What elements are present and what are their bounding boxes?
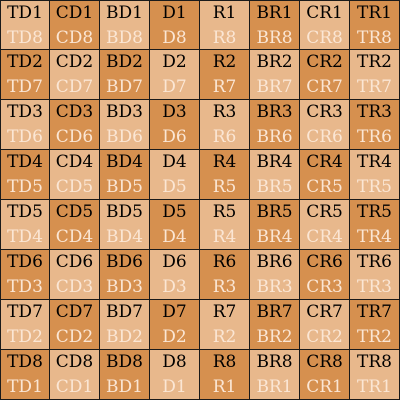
square-label-top: R4 xyxy=(212,152,237,172)
board-square[interactable] xyxy=(150,50,200,100)
square-label-bottom: TR8 xyxy=(357,28,392,48)
square-label-top: D4 xyxy=(162,152,187,172)
square-label-bottom: TR1 xyxy=(357,377,392,397)
board-square[interactable] xyxy=(0,100,50,150)
square-label-bottom: CR5 xyxy=(306,177,343,197)
board-square[interactable] xyxy=(350,300,400,350)
board-square[interactable] xyxy=(50,300,100,350)
square-label-top: R5 xyxy=(212,202,237,222)
board-square[interactable] xyxy=(350,350,400,400)
board-square[interactable] xyxy=(200,50,250,100)
square-label-top: BR5 xyxy=(256,202,293,222)
board-square[interactable] xyxy=(0,150,50,200)
square-label-bottom: TR7 xyxy=(357,77,392,97)
square-label-bottom: TR3 xyxy=(357,277,392,297)
square-label-bottom: R5 xyxy=(212,177,237,197)
square-label-bottom: TR6 xyxy=(357,127,392,147)
square-label-bottom: CD7 xyxy=(55,77,94,97)
square-label-bottom: D6 xyxy=(162,127,187,147)
board-square[interactable] xyxy=(250,50,300,100)
board-square[interactable] xyxy=(350,150,400,200)
square-label-bottom: CD5 xyxy=(55,177,94,197)
square-label-top: CR3 xyxy=(306,102,343,122)
board-square[interactable] xyxy=(100,50,150,100)
square-label-bottom: BR6 xyxy=(256,127,293,147)
square-label-top: CD8 xyxy=(55,352,94,372)
board-square[interactable] xyxy=(50,250,100,300)
square-label-top: BR3 xyxy=(256,102,293,122)
board-square[interactable] xyxy=(0,0,50,50)
square-label-top: BD3 xyxy=(106,102,143,122)
square-label-top: BR8 xyxy=(256,352,293,372)
board-square[interactable] xyxy=(300,150,350,200)
square-label-top: D6 xyxy=(162,252,187,272)
board-square[interactable] xyxy=(0,300,50,350)
board-square[interactable] xyxy=(300,350,350,400)
square-label-top: CR5 xyxy=(306,202,343,222)
square-label-top: TD5 xyxy=(7,202,43,222)
board-square[interactable] xyxy=(250,200,300,250)
board-square[interactable] xyxy=(200,300,250,350)
board-square[interactable] xyxy=(100,350,150,400)
square-label-top: R7 xyxy=(212,302,237,322)
board-square[interactable] xyxy=(250,150,300,200)
square-label-top: TD8 xyxy=(7,352,43,372)
square-label-bottom: BR1 xyxy=(256,377,293,397)
board-square[interactable] xyxy=(0,200,50,250)
square-label-bottom: CD3 xyxy=(55,277,94,297)
square-label-top: CR6 xyxy=(306,252,343,272)
board-square[interactable] xyxy=(100,300,150,350)
square-label-top: CD6 xyxy=(55,252,94,272)
square-label-bottom: CR7 xyxy=(306,77,343,97)
board-square[interactable] xyxy=(50,50,100,100)
square-label-top: BR7 xyxy=(256,302,293,322)
board-square[interactable] xyxy=(350,100,400,150)
board-square[interactable] xyxy=(200,100,250,150)
square-label-top: CD7 xyxy=(55,302,94,322)
board-square[interactable] xyxy=(300,250,350,300)
board-square[interactable] xyxy=(50,150,100,200)
square-label-top: BR1 xyxy=(256,3,293,23)
square-label-bottom: TR2 xyxy=(357,327,392,347)
square-label-bottom: R1 xyxy=(212,377,237,397)
square-label-top: CR2 xyxy=(306,52,343,72)
board-square[interactable] xyxy=(150,200,200,250)
square-label-bottom: TR4 xyxy=(357,227,392,247)
square-label-bottom: BD1 xyxy=(106,377,143,397)
square-label-bottom: CR8 xyxy=(306,28,343,48)
square-label-bottom: CR3 xyxy=(306,277,343,297)
board-square[interactable] xyxy=(200,350,250,400)
board-square[interactable] xyxy=(150,0,200,50)
square-label-bottom: R4 xyxy=(212,227,237,247)
square-label-top: R6 xyxy=(212,252,237,272)
square-label-bottom: D2 xyxy=(162,327,187,347)
board-square[interactable] xyxy=(200,0,250,50)
square-label-top: D8 xyxy=(162,352,187,372)
square-label-bottom: CD6 xyxy=(55,127,94,147)
board-square[interactable] xyxy=(250,100,300,150)
board-square[interactable] xyxy=(50,200,100,250)
square-label-bottom: TD1 xyxy=(7,377,43,397)
board-square[interactable] xyxy=(250,0,300,50)
board-square[interactable] xyxy=(0,250,50,300)
square-label-top: TR4 xyxy=(357,152,392,172)
square-label-top: CR4 xyxy=(306,152,343,172)
board-square[interactable] xyxy=(0,350,50,400)
square-label-bottom: R7 xyxy=(212,77,237,97)
square-label-top: BD4 xyxy=(106,152,143,172)
board-square[interactable] xyxy=(100,0,150,50)
square-label-bottom: TD7 xyxy=(7,77,43,97)
square-label-bottom: CD2 xyxy=(55,327,94,347)
square-label-bottom: TR5 xyxy=(357,177,392,197)
square-label-top: TD6 xyxy=(7,252,43,272)
square-label-top: CD1 xyxy=(55,3,94,23)
square-label-top: BD6 xyxy=(106,252,143,272)
board-square[interactable] xyxy=(100,100,150,150)
board-square[interactable] xyxy=(50,0,100,50)
square-label-top: BR4 xyxy=(256,152,293,172)
square-label-top: TD2 xyxy=(7,52,43,72)
square-label-bottom: BR3 xyxy=(256,277,293,297)
square-label-bottom: R8 xyxy=(212,28,237,48)
board-square[interactable] xyxy=(100,250,150,300)
board-square[interactable] xyxy=(250,250,300,300)
square-label-top: BD1 xyxy=(106,3,143,23)
board-square[interactable] xyxy=(150,150,200,200)
square-label-bottom: D1 xyxy=(162,377,187,397)
square-label-top: BD8 xyxy=(106,352,143,372)
square-label-top: CD4 xyxy=(55,152,94,172)
board-square[interactable] xyxy=(350,250,400,300)
board-square[interactable] xyxy=(300,100,350,150)
square-label-top: BD2 xyxy=(106,52,143,72)
square-label-top: TD7 xyxy=(7,302,43,322)
board-square[interactable] xyxy=(350,0,400,50)
board-square[interactable] xyxy=(150,300,200,350)
square-label-top: CD5 xyxy=(55,202,94,222)
square-label-top: TR8 xyxy=(357,352,392,372)
square-label-bottom: BD4 xyxy=(106,227,143,247)
square-label-top: TD4 xyxy=(7,152,43,172)
board-square[interactable] xyxy=(100,200,150,250)
square-label-top: D5 xyxy=(162,202,187,222)
square-label-bottom: D4 xyxy=(162,227,187,247)
square-label-bottom: R6 xyxy=(212,127,237,147)
square-label-top: TD3 xyxy=(7,102,43,122)
square-label-top: D3 xyxy=(162,102,187,122)
square-label-bottom: D3 xyxy=(162,277,187,297)
square-label-bottom: BR2 xyxy=(256,327,293,347)
board-square[interactable] xyxy=(300,200,350,250)
board-square[interactable] xyxy=(150,350,200,400)
square-label-bottom: D5 xyxy=(162,177,187,197)
square-label-top: CD3 xyxy=(55,102,94,122)
square-label-bottom: TD2 xyxy=(7,327,43,347)
board-square[interactable] xyxy=(150,250,200,300)
square-label-bottom: CD8 xyxy=(55,28,94,48)
square-label-top: BR6 xyxy=(256,252,293,272)
board-square[interactable] xyxy=(200,200,250,250)
square-label-top: D2 xyxy=(162,52,187,72)
square-label-bottom: BD5 xyxy=(106,177,143,197)
square-label-top: TR3 xyxy=(357,102,392,122)
square-label-bottom: TD6 xyxy=(7,127,43,147)
square-label-top: TR6 xyxy=(357,252,392,272)
square-label-bottom: CD4 xyxy=(55,227,94,247)
square-label-top: R2 xyxy=(212,52,237,72)
board-square[interactable] xyxy=(350,50,400,100)
square-label-bottom: TD3 xyxy=(7,277,43,297)
square-label-top: CD2 xyxy=(55,52,94,72)
square-label-bottom: D7 xyxy=(162,77,187,97)
square-label-top: TD1 xyxy=(7,3,43,23)
board-square[interactable] xyxy=(300,300,350,350)
board-square[interactable] xyxy=(0,50,50,100)
square-label-top: CR8 xyxy=(306,352,343,372)
square-label-bottom: BR8 xyxy=(256,28,293,48)
square-label-top: TR7 xyxy=(357,302,392,322)
square-label-top: TR2 xyxy=(357,52,392,72)
square-label-bottom: BD6 xyxy=(106,127,143,147)
square-label-top: CR7 xyxy=(306,302,343,322)
board-square[interactable] xyxy=(300,50,350,100)
board-square[interactable] xyxy=(300,0,350,50)
square-label-top: BD7 xyxy=(106,302,143,322)
square-label-bottom: CR2 xyxy=(306,327,343,347)
square-label-top: R8 xyxy=(212,352,237,372)
board-square[interactable] xyxy=(250,350,300,400)
square-label-bottom: D8 xyxy=(162,28,187,48)
board-square[interactable] xyxy=(200,150,250,200)
square-label-top: TR1 xyxy=(357,3,392,23)
square-label-top: BR2 xyxy=(256,52,293,72)
board-square[interactable] xyxy=(200,250,250,300)
square-label-bottom: R3 xyxy=(212,277,237,297)
square-label-bottom: TD5 xyxy=(7,177,43,197)
square-label-bottom: BR7 xyxy=(256,77,293,97)
square-label-bottom: CR6 xyxy=(306,127,343,147)
square-label-bottom: CR1 xyxy=(306,377,343,397)
square-label-bottom: CD1 xyxy=(55,377,94,397)
square-label-bottom: BD8 xyxy=(106,28,143,48)
square-label-bottom: TD8 xyxy=(7,28,43,48)
board-square[interactable] xyxy=(50,100,100,150)
board-square[interactable] xyxy=(150,100,200,150)
square-label-top: R3 xyxy=(212,102,237,122)
square-label-bottom: BR4 xyxy=(256,227,293,247)
square-label-top: BD5 xyxy=(106,202,143,222)
square-label-top: CR1 xyxy=(306,3,343,23)
square-label-top: D7 xyxy=(162,302,187,322)
board-square[interactable] xyxy=(250,300,300,350)
board-square[interactable] xyxy=(350,200,400,250)
square-label-top: TR5 xyxy=(357,202,392,222)
square-label-bottom: TD4 xyxy=(7,227,43,247)
square-label-top: D1 xyxy=(162,3,187,23)
board-square[interactable] xyxy=(100,150,150,200)
square-label-bottom: BR5 xyxy=(256,177,293,197)
square-label-bottom: BD2 xyxy=(106,327,143,347)
board-square[interactable] xyxy=(50,350,100,400)
square-label-bottom: BD7 xyxy=(106,77,143,97)
square-label-bottom: BD3 xyxy=(106,277,143,297)
square-label-bottom: CR4 xyxy=(306,227,343,247)
square-label-top: R1 xyxy=(212,3,237,23)
square-label-bottom: R2 xyxy=(212,327,237,347)
